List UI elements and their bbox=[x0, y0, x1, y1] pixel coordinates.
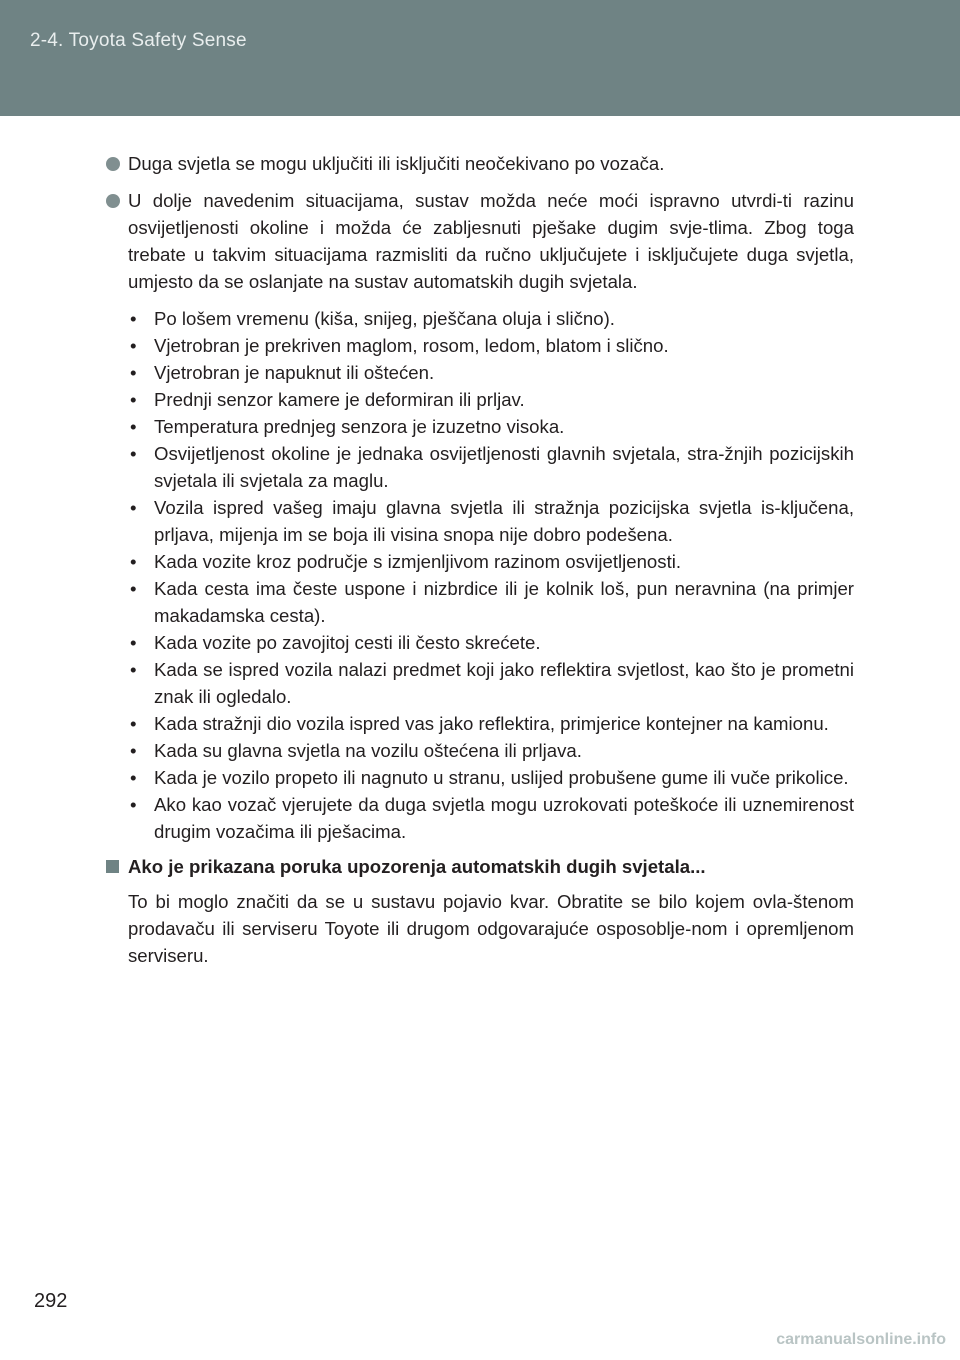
list-item-text: Kada je vozilo propeto ili nagnuto u stranu, uslijed probušene gume ili vuče prikolice. bbox=[154, 767, 849, 788]
dot-bullet-icon: • bbox=[130, 740, 137, 761]
bullet-text: U dolje navedenim situacijama, sustav možda neće moći ispravno utvrdi-ti razinu osvijetljenosti okoline i možda će zabljesnuti pješake dugim svje-tlima. Zbog toga trebate u takvim situacijama razmisliti da ručno uključujete i isključujete duga svjetla, umjesto da se oslanjate na sustav automatskih dugih svjetala. bbox=[128, 190, 854, 292]
section-body: To bi moglo značiti da se u sustavu pojavio kvar. Obratite se bilo kojem ovla-štenom prodavaču ili serviseru Toyote ili drugom odgovarajuće osposoblje-nom i opremljenom serviseru. bbox=[128, 891, 854, 966]
dot-bullet-icon: • bbox=[130, 362, 137, 383]
list-item-text: Kada vozite po zavojitoj cesti ili često skrećete. bbox=[154, 632, 541, 653]
chapter-header bbox=[0, 0, 960, 116]
list-item-text: Osvijetljenost okoline je jednaka osvijetljenosti glavnih svjetala, stra-žnjih pozicijskih svjetala ili svjetala za maglu. bbox=[154, 443, 854, 491]
dot-bullet-icon: • bbox=[130, 551, 137, 572]
list-item bbox=[128, 494, 854, 548]
dot-bullet-icon: • bbox=[130, 308, 137, 329]
dot-bullet-icon: • bbox=[130, 578, 137, 599]
list-item bbox=[128, 656, 854, 710]
list-item bbox=[128, 710, 854, 737]
circle-bullet-icon bbox=[106, 194, 120, 208]
square-bullet-icon bbox=[106, 860, 119, 873]
list-item-text: Vozila ispred vašeg imaju glavna svjetla ili stražnja pozicijska svjetla is-ključena, prljava, mijenja im se boja ili visina snopa nije dobro podešena. bbox=[154, 497, 854, 545]
list-item bbox=[128, 548, 854, 575]
dot-bullet-icon: • bbox=[130, 794, 137, 815]
dot-bullet-icon: • bbox=[130, 713, 137, 734]
list-item-text: Temperatura prednjeg senzora je izuzetno visoka. bbox=[154, 416, 565, 437]
dot-bullet-icon: • bbox=[130, 767, 137, 788]
chapter-title: 2-4. Toyota Safety Sense bbox=[30, 30, 247, 51]
dot-bullet-icon: • bbox=[130, 659, 137, 680]
situation-list bbox=[128, 305, 854, 845]
list-item bbox=[128, 413, 854, 440]
list-item bbox=[128, 791, 854, 845]
list-item bbox=[128, 386, 854, 413]
list-item-text: Kada se ispred vozila nalazi predmet koji jako reflektira svjetlost, kao što je prometni znak ili ogledalo. bbox=[154, 659, 854, 707]
circle-bullet-icon bbox=[106, 157, 120, 171]
bullet-item bbox=[106, 150, 854, 177]
list-item-text: Po lošem vremenu (kiša, snijeg, pješčana oluja i slično). bbox=[154, 308, 615, 329]
list-item-text: Prednji senzor kamere je deformiran ili prljav. bbox=[154, 389, 525, 410]
list-item bbox=[128, 359, 854, 386]
section-heading bbox=[106, 853, 854, 880]
list-item bbox=[128, 575, 854, 629]
list-item bbox=[128, 737, 854, 764]
list-item bbox=[128, 305, 854, 332]
bullet-text: Duga svjetla se mogu uključiti ili isključiti neočekivano po vozača. bbox=[128, 153, 665, 174]
list-item-text: Kada stražnji dio vozila ispred vas jako reflektira, primjerice kontejner na kamionu. bbox=[154, 713, 829, 734]
watermark-logo: carmanualsonline.info bbox=[776, 1331, 946, 1348]
list-item-text: Vjetrobran je prekriven maglom, rosom, ledom, blatom i slično. bbox=[154, 335, 669, 356]
dot-bullet-icon: • bbox=[130, 632, 137, 653]
bullet-item bbox=[106, 187, 854, 295]
list-item bbox=[128, 332, 854, 359]
list-item-text: Kada vozite kroz područje s izmjenljivom razinom osvijetljenosti. bbox=[154, 551, 682, 572]
list-item bbox=[128, 629, 854, 656]
section-heading-text: Ako je prikazana poruka upozorenja automatskih dugih svjetala... bbox=[128, 856, 706, 877]
dot-bullet-icon: • bbox=[130, 389, 137, 410]
list-item bbox=[128, 440, 854, 494]
page-number: 292 bbox=[34, 1290, 68, 1312]
list-item-text: Kada cesta ima česte uspone i nizbrdice ili je kolnik loš, pun neravnina (na primjer makadamska cesta). bbox=[154, 578, 854, 626]
dot-bullet-icon: • bbox=[130, 416, 137, 437]
list-item bbox=[128, 764, 854, 791]
list-item-text: Kada su glavna svjetla na vozilu oštećena ili prljava. bbox=[154, 740, 582, 761]
dot-bullet-icon: • bbox=[130, 497, 137, 518]
list-item-text: Vjetrobran je napuknut ili oštećen. bbox=[154, 362, 435, 383]
dot-bullet-icon: • bbox=[130, 335, 137, 356]
list-item-text: Ako kao vozač vjerujete da duga svjetla mogu uzrokovati poteškoće ili uznemirenost drugim vozačima ili pješacima. bbox=[154, 794, 854, 842]
dot-bullet-icon: • bbox=[130, 443, 137, 464]
page-content bbox=[106, 150, 854, 969]
